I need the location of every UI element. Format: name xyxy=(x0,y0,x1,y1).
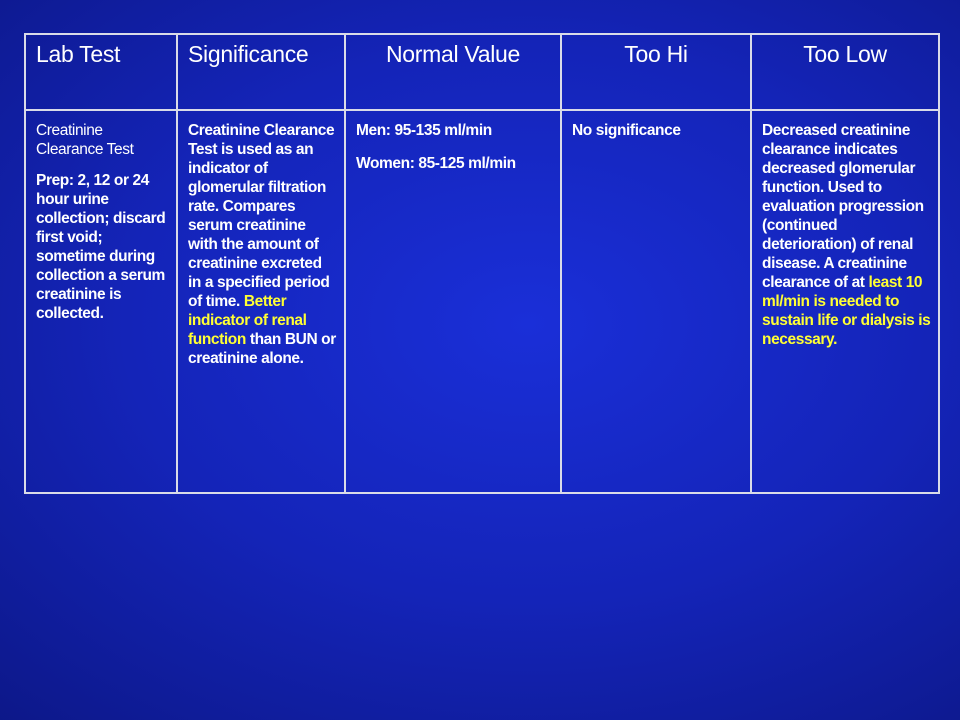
cell-normal-value xyxy=(345,110,561,493)
significance-text: Creatinine Clearance Test is used as an indicator of glomerular filtration rate. Compares serum creatinine with the amount of creatinine excreted in a specified period of time. xyxy=(188,122,335,310)
normal-value-women: Women: 85-125 ml/min xyxy=(356,155,516,172)
cell-too-hi xyxy=(561,110,751,493)
normal-value-men: Men: 95-135 ml/min xyxy=(356,122,492,139)
cell-lab-test xyxy=(25,110,177,493)
too-low-tail: . xyxy=(833,331,838,348)
header-normal-value: Normal Value xyxy=(345,34,561,110)
too-low-text: Decreased creatinine clearance indicates decreased glomerular function. Used to evaluation progression (continued deterioration) of renal disease. A creatinine clearance of at xyxy=(762,122,924,291)
test-name: Creatinine Clearance Test xyxy=(36,122,134,158)
cell-significance xyxy=(177,110,345,493)
table-header-row xyxy=(25,34,939,110)
header-too-low: Too Low xyxy=(751,34,939,110)
too-low-highlight: least 10 ml/min is needed to sustain life or dialysis is necessary xyxy=(762,274,931,348)
header-lab-test: Lab Test xyxy=(25,34,177,110)
header-significance: Significance xyxy=(177,34,345,110)
header-too-hi: Too Hi xyxy=(561,34,751,110)
significance-tail: than BUN or creatinine alone. xyxy=(188,331,336,367)
test-prep: Prep: 2, 12 or 24 hour urine collection; discard first void; sometime during collection a serum creatinine is collected. xyxy=(36,172,166,322)
cell-too-low xyxy=(751,110,939,493)
table-row xyxy=(25,110,939,493)
significance-highlight: Better indicator of renal function xyxy=(188,293,307,348)
lab-test-table xyxy=(24,33,940,494)
too-hi-text: No significance xyxy=(572,122,681,139)
